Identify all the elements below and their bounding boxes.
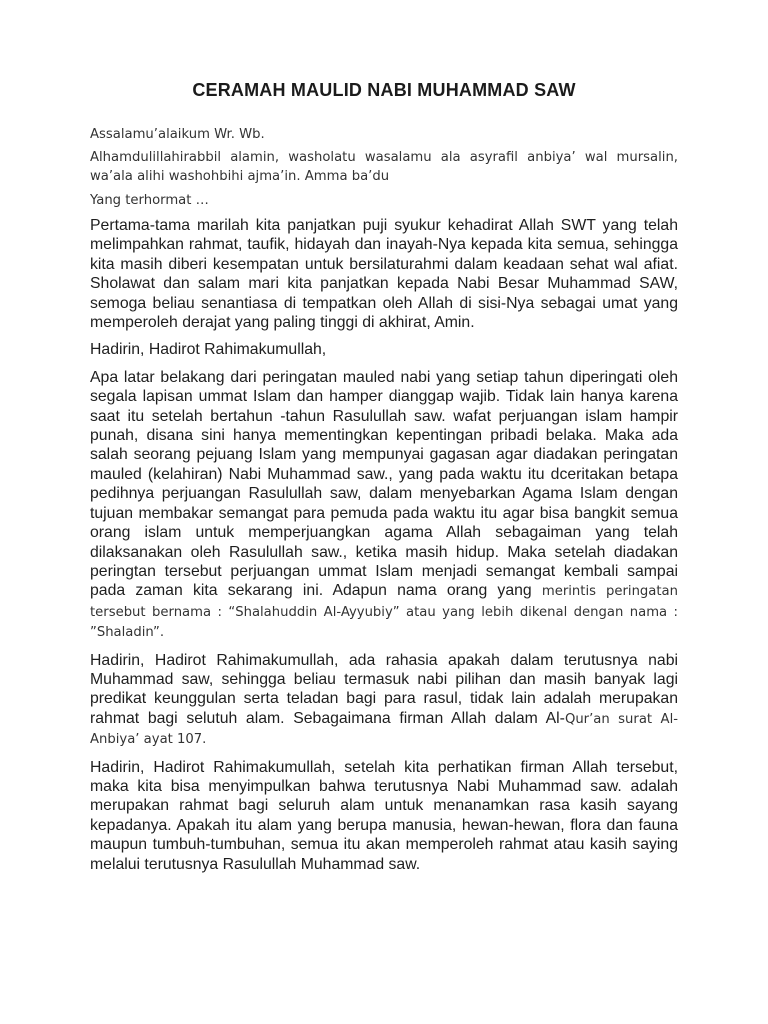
paragraph-4: Hadirin, Hadirot Rahimakumullah, setelah kita perhatikan firman Allah tersebut, maka kita bisa menyimpulkan bahwa terutusnya Nabi Muhammad saw. adalah merupakan rahmat bagi seluruh alam untuk menanamkan rasa kasih sayang kepadanya. Apakah itu alam yang berupa manusia, hewan-hewan, flora dan fauna maupun tumbuh-tumbuhan, semua itu akan memperoleh rahmat atau kasih saying melalui terutusnya Rasulullah Muhammad saw.	[90, 758, 678, 873]
paragraph-3	[90, 651, 678, 750]
document-title: CERAMAH MAULID NABI MUHAMMAD SAW	[192, 80, 576, 100]
greeting: Assalamu’alaikum Wr. Wb.	[90, 127, 265, 142]
opening-prayer: Alhamdulillahirabbil alamin, washolatu wasalamu ala asyrafil anbiya’ wal mursalin, wa’ala alihi washohbihi ajma’in. Amma ba’du	[90, 150, 678, 184]
paragraph-2	[90, 368, 678, 643]
address-line-1: Hadirin, Hadirot Rahimakumullah,	[90, 341, 327, 359]
paragraph-3-text: Hadirin, Hadirot Rahimakumullah, ada rahasia apakah dalam terutusnya nabi Muhammad saw, sehingga beliau termasuk nabi pilihan dan masih banyak lagi predikat keunggulan serta teladan bagi para rasul, tidak lain adalah merupakan rahmat bagi selutuh alam. Sebagaimana firman Allah dalam Al-	[90, 651, 678, 727]
paragraph-2-tail: merintis peringatan tersebut bernama : “Shalahuddin Al-Ayyubiy” atau yang lebih dikenal dengan nama : ”Shaladin”.	[90, 584, 678, 641]
paragraph-2-text: Apa latar belakang dari peringatan mauled nabi yang setiap tahun diperingati oleh segala lapisan ummat Islam dan hamper dianggap wajib. Tidak lain hanya karena saat itu setelah bertahun -tahun Rasulullah saw. wafat perjuangan islam hampir punah, disana sini hanya mementingkan kepentingan pribadi belaka. Maka ada salah seorang pejuang Islam yang mempunyai gagasan agar diadakan peringatan mauled (kelahiran) Nabi Muhammad saw., yang pada waktu itu dceritakan betapa pedihnya perjuangan Rasulullah saw, dalam menyebarkan Agama Islam dengan tujuan membakar semangat para pemuda pada waktu itu agar bisa bangkit semua orang islam untuk memperjuangkan agama Allah sebagaiman yang telah dilaksanakan oleh Rasulullah saw., ketika masih hidup. Maka setelah diadakan peringtan tersebut perjuangan ummat Islam menjadi semangat kembali sampai pada zaman kita sekarang ini. Adapun nama orang yang	[90, 368, 678, 600]
paragraph-1: Pertama-tama marilah kita panjatkan puji syukur kehadirat Allah SWT yang telah melimpahkan rahmat, taufik, hidayah dan inayah-Nya kepada kita semua, sehingga kita masih diberi kesempatan untuk bersilaturahmi dalam keadaan sehat wal afiat. Sholawat dan salam mari kita panjatkan kepada Nabi Besar Muhammad SAW, semoga beliau senantiasa di tempatkan oleh Allah di sisi-Nya sebagai umat yang memperoleh derajat yang paling tinggi di akhirat, Amin.	[90, 217, 678, 332]
respected-line: Yang terhormat …	[90, 193, 209, 208]
paragraph-3-tail: Qur’an surat Al-Anbiya’ ayat 107.	[90, 711, 678, 748]
